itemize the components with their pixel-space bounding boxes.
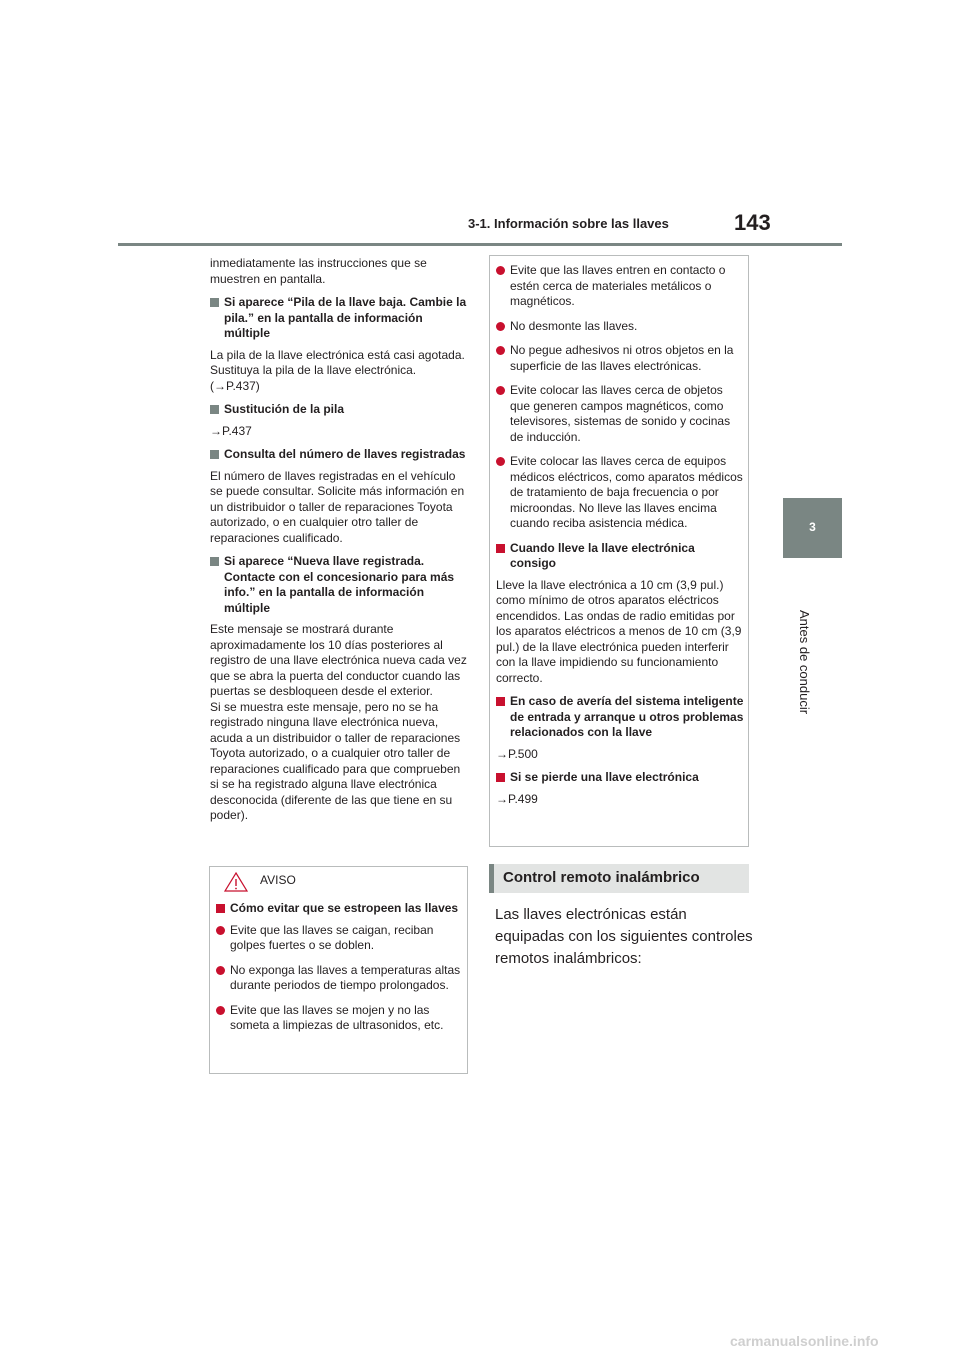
section-title-bar — [489, 864, 749, 893]
square-bullet-icon — [210, 298, 219, 307]
square-bullet-icon — [210, 450, 219, 459]
section-heading: Consulta del número de llaves registradas — [210, 447, 468, 463]
square-bullet-icon — [496, 773, 505, 782]
header-divider — [118, 243, 842, 246]
list-item: Evite que las llaves se mojen y no las someta a limpiezas de ultrasonidos, etc. — [216, 1003, 466, 1034]
warning-heading: Cómo evitar que se estropeen las llaves — [216, 901, 466, 917]
chapter-number: 3 — [809, 520, 816, 534]
title-accent-bar — [489, 864, 494, 893]
list-item: Evite que las llaves se caigan, reciban golpes fuertes o se doblen. — [216, 923, 466, 954]
dot-bullet-icon — [496, 457, 505, 466]
warning-box — [209, 866, 468, 1074]
page-reference: →P.499 — [496, 791, 538, 806]
paragraph: El número de llaves registradas en el vehículo se puede consultar. Solicite más información en un distribuidor o taller de reparaciones Toyota autorizado, o en cualquier otro taller de reparaciones cualificado. — [210, 468, 465, 545]
section-heading: Si aparece “Pila de la llave baja. Cambie la pila.” en la pantalla de información múltiple — [210, 295, 468, 342]
section-title-text: Control remoto inalámbrico — [503, 869, 700, 886]
dot-bullet-icon — [496, 266, 505, 275]
dot-bullet-icon — [496, 346, 505, 355]
paragraph: Lleve la llave electrónica a 10 cm (3,9 pul.) como mínimo de otros aparatos eléctricos encendidos. Las ondas de radio emitidas por los aparatos eléctricos a menos de 10 cm (3,9 pul.) de la llave electrónica pueden interferir con la llave impidiendo su funcionamiento correcto. — [496, 577, 742, 685]
left-column — [210, 256, 468, 832]
square-bullet-icon — [210, 557, 219, 566]
page-reference: →P.437 — [210, 423, 252, 438]
chapter-label: Antes de conducir — [797, 610, 812, 715]
dot-bullet-icon — [216, 1006, 225, 1015]
square-bullet-icon — [216, 904, 225, 913]
paragraph: Si se muestra este mensaje, pero no se ha registrado ninguna llave electrónica nueva, acuda a un distribuidor o taller de reparaciones Toyota autorizado, o a cualquier otro taller de reparaciones cualificado para que comprueben si se ha registrado alguna llave electrónica desconocida (diferente de las que tiene en su poder). — [210, 699, 461, 822]
dot-bullet-icon — [496, 322, 505, 331]
warning-body — [216, 901, 466, 1043]
warning-box-continued — [489, 255, 749, 847]
square-bullet-icon — [496, 544, 505, 553]
paragraph: La pila de la llave electrónica está casi agotada. Sustituya la pila de la llave electrónica. (→P.437) — [210, 347, 465, 393]
list-item: No pegue adhesivos ni otros objetos en la superficie de las llaves electrónicas. — [496, 343, 744, 374]
square-bullet-icon — [210, 405, 219, 414]
page-number: 143 — [734, 210, 771, 235]
warning-header — [210, 867, 467, 895]
section-body-text: Las llaves electrónicas están equipadas con los siguientes controles remotos inalámbricos: — [495, 906, 753, 967]
dot-bullet-icon — [216, 926, 225, 935]
list-item: No desmonte las llaves. — [496, 319, 744, 335]
square-bullet-icon — [496, 697, 505, 706]
warning-triangle-icon — [216, 871, 256, 893]
section-title: 3-1. Información sobre las llaves — [468, 216, 669, 231]
list-item: Evite colocar las llaves cerca de objetos que generen campos magnéticos, como televisores, sistemas de sonido y cocinas de inducción. — [496, 383, 744, 445]
list-item: Evite que las llaves entren en contacto o estén cerca de materiales metálicos o magnéticos. — [496, 263, 744, 310]
warning-heading: En caso de avería del sistema inteligente de entrada y arranque u otros problemas relacionados con la llave — [496, 694, 744, 741]
section-heading: Si aparece “Nueva llave registrada. Contacte con el concesionario para más info.” en la pantalla de información múltiple — [210, 554, 468, 616]
list-item: No exponga las llaves a temperaturas altas durante periodos de tiempo prolongados. — [216, 963, 466, 994]
section-heading: Sustitución de la pila — [210, 402, 468, 418]
warning-heading: Cuando lleve la llave electrónica consigo — [496, 541, 744, 572]
page-reference: →P.500 — [496, 746, 538, 761]
watermark: carmanualsonline.info — [730, 1333, 879, 1349]
warning-heading: Si se pierde una llave electrónica — [496, 770, 744, 786]
dot-bullet-icon — [216, 966, 225, 975]
warning-label: AVISO — [260, 873, 296, 887]
paragraph: Este mensaje se mostrará durante aproximadamente los 10 días posteriores al registro de una llave electrónica nueva cada vez que se abra la puerta del conductor cuando las puertas se desbloqueen desde el exterior. — [210, 622, 467, 698]
list-item: Evite colocar las llaves cerca de equipos médicos eléctricos, como aparatos médicos de tratamiento de baja frecuencia o por microondas. No lleve las llaves encima cuando reciba asistencia médica. — [496, 454, 744, 532]
intro-text: inmediatamente las instrucciones que se muestren en pantalla. — [210, 256, 427, 286]
dot-bullet-icon — [496, 386, 505, 395]
